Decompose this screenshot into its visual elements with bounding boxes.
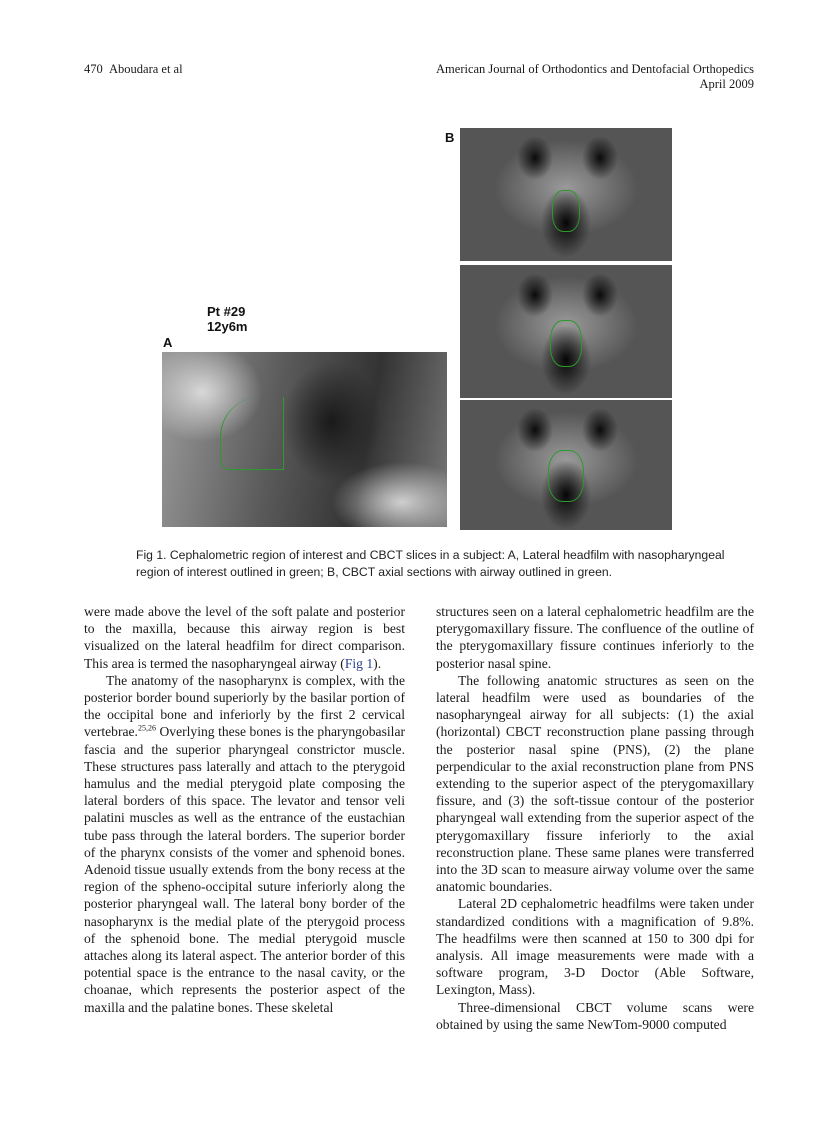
- journal-name: American Journal of Orthodontics and Dentofacial Orthopedics: [436, 62, 754, 76]
- issue-date: April 2009: [699, 77, 754, 91]
- airway-outline: [550, 320, 582, 367]
- authors: Aboudara et al: [109, 62, 183, 76]
- running-header-left: [84, 62, 183, 77]
- cbct-slice-1: [460, 128, 672, 261]
- paragraph: [84, 603, 405, 672]
- paragraph: Lateral 2D cephalometric headfilms were taken under standardized conditions with a magnification of 9.8%. The headfilms were then scanned at 150 to 300 dpi for analysis. All image measurements were made with a software program, 3-D Doctor (Able Software, Lexington, Mass).: [436, 896, 754, 998]
- paragraph: [84, 672, 405, 1016]
- left-column: [84, 603, 405, 1016]
- cbct-slice-2: [460, 265, 672, 398]
- paragraph: The following anatomic structures as seen on the lateral headfilm were used as boundaries of the nasopharyngeal airway for all subjects: (1) the axial (horizontal) CBCT reconstruction plane passing through the posterior nasal spine (PNS), (2) the plane perpendicular to the axial reconstruction plane from PNS extending to the superior aspect of the pterygomaxillary fissure, and (3) the soft-tissue contour of the posterior pharyngeal wall extending from the superior aspect of the pterygomaxillary fissure inferiorly to the axial reconstruction plane. These same planes were transferred into the 3D scan to measure airway volume over the same anatomic boundaries.: [436, 672, 754, 895]
- roi-outline: [220, 397, 284, 470]
- airway-outline: [552, 190, 580, 232]
- figure-reference-link[interactable]: Fig 1: [344, 655, 374, 671]
- paragraph: structures seen on a lateral cephalometric headfilm are the pterygomaxillary fissure. The confluence of the outline of the pterygomaxillary fissure continues inferiorly to the posterior nasal spine.: [436, 604, 754, 671]
- running-header-right: [436, 62, 754, 92]
- text: ).: [373, 655, 382, 671]
- citation: 25,26: [137, 723, 156, 733]
- airway-outline: [548, 450, 584, 502]
- patient-label: [207, 304, 247, 334]
- panel-b-label: B: [445, 130, 455, 145]
- page-number: 470: [84, 62, 103, 76]
- text: were made above the level of the soft palate and posterior to the maxilla, because this airway region is best visualized on the lateral headfilm for direct comparison. This area is termed the nasopharyngeal airway (: [84, 604, 405, 671]
- right-column: [436, 603, 754, 1033]
- lateral-headfilm-image: [162, 352, 447, 527]
- text: The anatomy of the nasopharynx is complex, with the posterior border bound superiorly by the basilar portion of the occipital bone and inferiorly by the first 2 cervical vertebrae.: [84, 672, 405, 740]
- figure-caption: Fig 1. Cephalometric region of interest and CBCT slices in a subject: A, Lateral headfilm with nasopharyngeal region of interest outlined in green; B, CBCT axial sections with airway outlined in green.: [136, 548, 725, 579]
- paragraph: Three-dimensional CBCT volume scans were obtained by using the same NewTom-9000 computed: [436, 999, 754, 1032]
- cbct-slice-3: [460, 400, 672, 530]
- text: Overlying these bones is the pharyngobasilar fascia and the superior pharyngeal constrictor muscle. These structures pass laterally and attach to the pterygoid hamulus and the medial pterygoid plate composing the lateral borders of this space. The levator and tensor veli palatini muscles as well as the entrance of the eustachian tube pass through the lateral borders. The superior border of the pharynx consists of the vomer and sphenoid bones. Adenoid tissue usually extends from the bony recess at the region of the spheno-occipital suture inferiorly along the posterior pharyngeal wall. The lateral bony border of the nasopharynx is the medial plate of the pterygoid process of the sphenoid bone. The medial pterygoid muscle attaches along its lateral aspect. The anterior border of this potential space is the entrance to the nasal cavity, or the choanae, which represents the posterior aspect of the maxilla and the palatine bones. These skeletal: [84, 724, 405, 1015]
- patient-age: 12y6m: [207, 319, 248, 334]
- patient-id: Pt #29: [207, 304, 246, 319]
- panel-a-label: A: [163, 335, 173, 350]
